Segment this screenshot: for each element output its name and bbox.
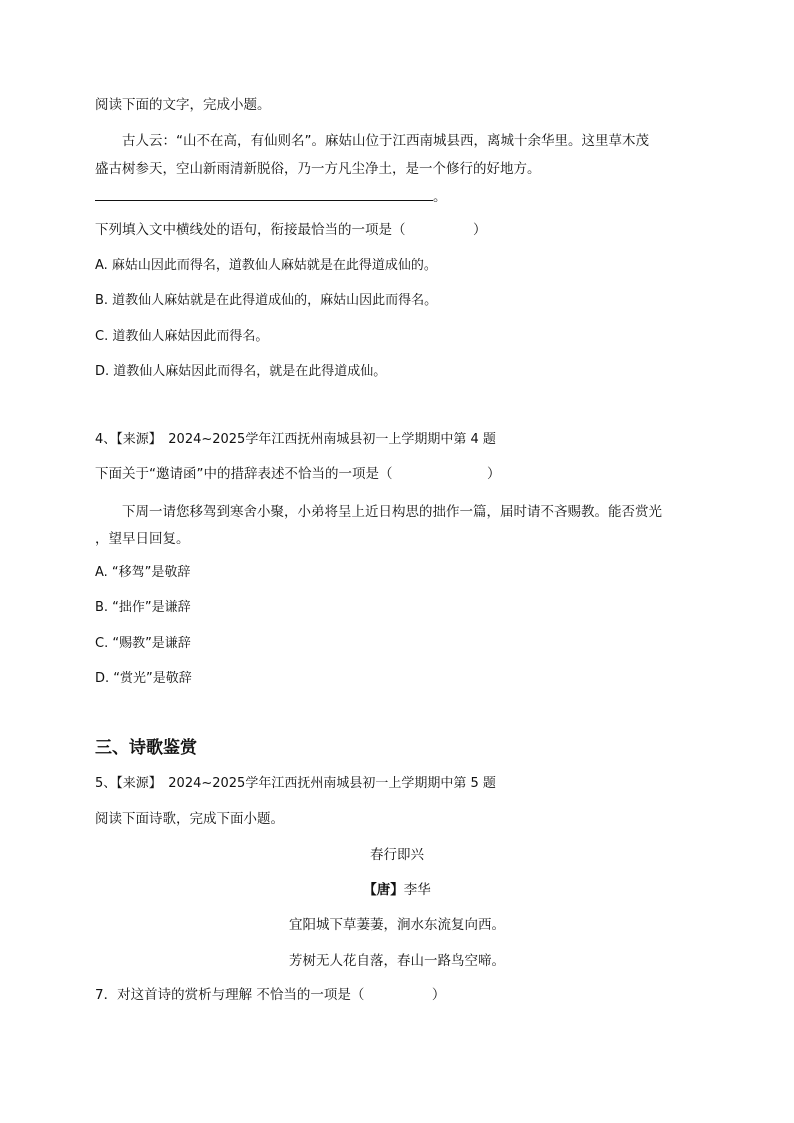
question-4-passage-line-1: 下周一请您移驾到寒舍小聚，小弟将呈上近日构思的拙作一篇，届时请不吝赐教。能否赏光 (122, 504, 662, 520)
poem-dynasty: 【唐】 (363, 882, 404, 898)
question-3-option-b: B. 道教仙人麻姑就是在此得道成仙的，麻姑山因此而得名。 (95, 293, 438, 308)
poem-author: 李华 (403, 882, 431, 898)
question-4-option-c: C. “赐教”是谦辞 (95, 636, 191, 651)
fill-blank-line (95, 186, 447, 207)
question-3-option-d: D. 道教仙人麻姑因此而得名，就是在此得道成仙。 (95, 364, 387, 379)
poem-reading-instruction: 阅读下面诗歌，完成下面小题。 (95, 811, 284, 827)
passage-line-1: 古人云：“山不在高，有仙则名”。麻姑山位于江西南城县西，离城十余华里。这里草木茂 (122, 133, 649, 149)
poem-line-1: 宜阳城下草萋萋，涧水东流复向西。 (289, 917, 505, 933)
answer-blank (95, 186, 433, 201)
question-4-option-b: B. “拙作”是谦辞 (95, 600, 191, 615)
question-4-option-a: A. “移驾”是敬辞 (95, 565, 191, 580)
question-4-passage-line-2: ，望早日回复。 (95, 531, 190, 547)
section-heading-poetry: 三、诗歌鉴赏 (95, 738, 197, 758)
reading-instruction: 阅读下面的文字，完成小题。 (95, 97, 271, 113)
question-4-stem: 下面关于“邀请函”中的措辞表述不恰当的一项是（ ） (95, 466, 501, 482)
passage-line-2: 盛古树参天，空山新雨清新脱俗，乃一方凡尘净土，是一个修行的好地方。 (95, 161, 541, 177)
poem-line-2: 芳树无人花自落，春山一路鸟空啼。 (289, 953, 505, 969)
question-3-stem: 下列填入文中横线处的语句，衔接最恰当的一项是（ ） (95, 222, 487, 238)
question-4-option-d: D. “赏光”是敬辞 (95, 671, 192, 686)
poem-title: 春行即兴 (370, 847, 424, 863)
question-3-option-c: C. 道教仙人麻姑因此而得名。 (95, 329, 269, 344)
question-3-option-a: A. 麻姑山因此而得名，道教仙人麻姑就是在此得道成仙的。 (95, 258, 437, 273)
question-4-source: 4、【来源】 2024~2025学年江西抚州南城县初一上学期期中第 4 题 (95, 432, 496, 447)
poem-author-line (0, 880, 794, 900)
question-5-source: 5、【来源】 2024~2025学年江西抚州南城县初一上学期期中第 5 题 (95, 776, 496, 791)
blank-period: 。 (433, 189, 447, 205)
question-7-stem: 7．对这首诗的赏析与理解 不恰当的一项是（ ） (95, 987, 446, 1003)
